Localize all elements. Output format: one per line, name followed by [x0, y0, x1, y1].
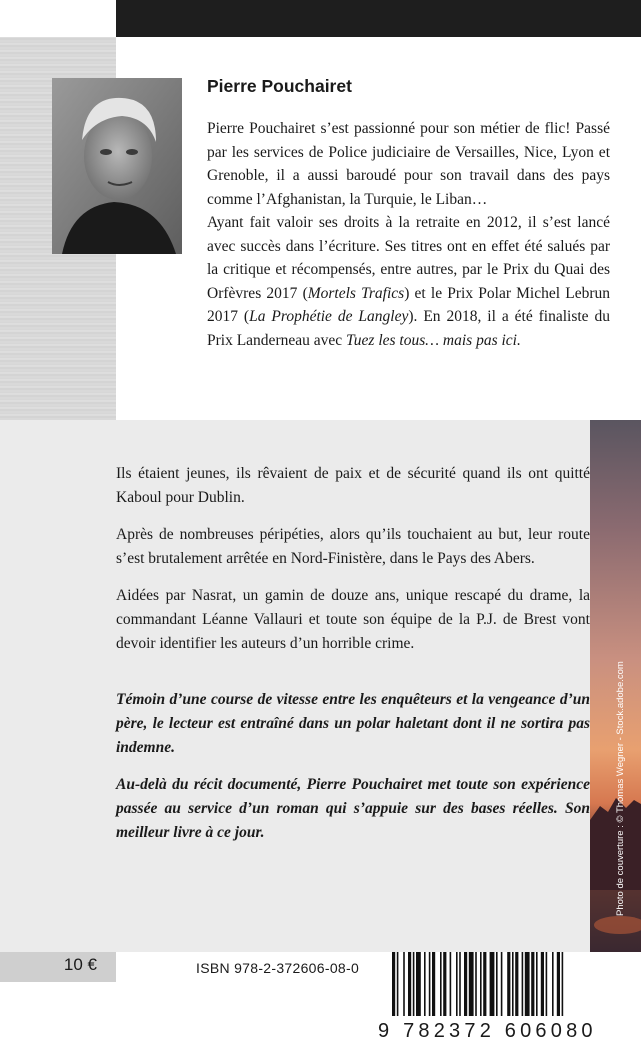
barcode [390, 952, 618, 1016]
author-name: Pierre Pouchairet [207, 76, 352, 96]
bio-paragraph [207, 211, 610, 352]
summary-paragraph: Après de nombreuses péripéties, alors qu’ils touchaient au but, leur route s’est brutalement arrêtée en Nord-Finistère, dans le Pays des Abers. [116, 526, 590, 567]
bio-text: ) et le Prix Polar Michel Lebrun 2017 ( [207, 284, 610, 325]
book-title: Tuez les tous… mais pas ici. [346, 331, 521, 349]
bio-paragraph: Pierre Pouchairet s’est passionné pour son métier de flic! Passé par les services de Police judiciaire de Versailles, Nice, Lyon et Grenoble, il a aussi baroudé pour son travail dans des pays comme l’Afghanistan, la Turquie, le Liban… [207, 120, 610, 208]
summary-paragraph: Aidées par Nasrat, un gamin de douze ans, unique rescapé du drame, la commandant Léanne Vallauri et toute son équipe de la P.J. de Brest vont devoir identifier les auteurs d’un horrible crime. [116, 587, 590, 652]
summary-highlight: Au-delà du récit documenté, Pierre Pouchairet met toute son expérience passée au service d’un roman qui s’appuie sur des bases réelles. Son meilleur livre à ce jour. [116, 776, 590, 841]
bio-text: Ayant fait valoir ses droits à la retraite en 2012, il s’est lancé avec succès dans l’écriture. Ses titres ont en effet été salués par la critique et récompensés, entre autres, par le Prix du Quai des Orfèvres 2017 ( [207, 214, 610, 302]
book-summary [116, 462, 590, 858]
top-bar-dark [116, 0, 641, 37]
photo-credit: Photo de couverture : © Thomas Wegner - Stock.adobe.com [615, 661, 626, 916]
summary-highlight: Témoin d’une course de vitesse entre les enquêteurs et la vengeance d’un père, le lecteur est entraîné dans un polar haletant dont il ne sortira pas indemne. [116, 691, 590, 756]
barcode-digits: 9 782372 606080 [378, 1020, 597, 1042]
bio-text: ). En 2018, il a été finaliste du Prix Landerneau avec [207, 308, 610, 349]
isbn: ISBN 978-2-372606-08-0 [196, 960, 360, 976]
top-bar-light [0, 0, 116, 37]
author-bio [207, 117, 610, 352]
book-title: La Prophétie de Langley [249, 308, 409, 325]
book-title: Mortels Trafics [307, 284, 405, 302]
author-portrait [52, 78, 182, 254]
summary-paragraph: Ils étaient jeunes, ils rêvaient de paix et de sécurité quand ils ont quitté Kaboul pour Dublin. [116, 465, 590, 506]
price: 10 € [63, 955, 97, 974]
